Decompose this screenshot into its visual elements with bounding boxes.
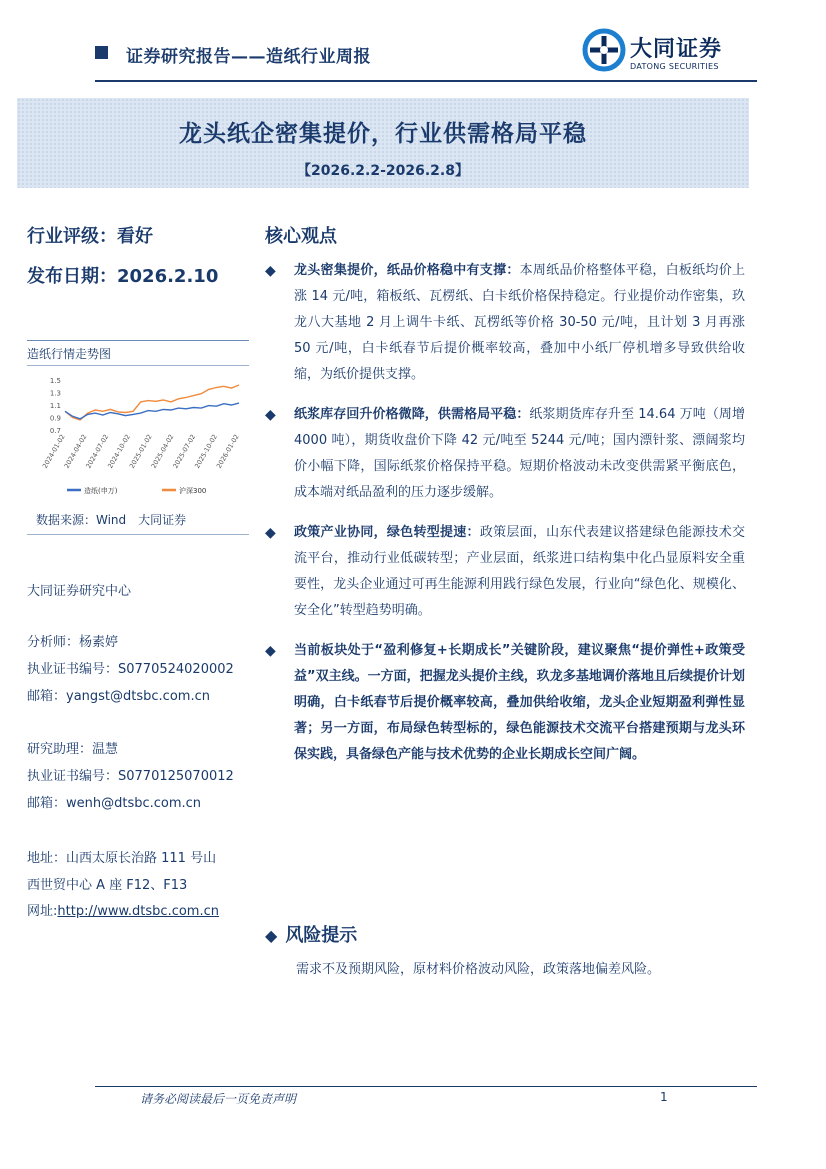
industry-rating: 行业评级：看好 [27, 226, 153, 247]
chart-bottom-divider [27, 534, 249, 535]
risk-heading [265, 921, 357, 947]
legend-label: 沪深300 [179, 487, 207, 495]
core-point-3 [265, 520, 745, 624]
logo-english-name: DATONG SECURITIES [630, 62, 719, 71]
core-views-list [265, 258, 745, 782]
assistant-cert: 执业证书编号：S0770125070012 [27, 769, 234, 784]
x-tick-label: 2024-10-02 [106, 433, 132, 470]
x-tick-label: 2025-07-02 [171, 433, 198, 470]
core-point-4 [265, 638, 745, 768]
x-tick-label: 2024-07-02 [84, 433, 111, 470]
series-line-造纸(申万) [65, 403, 239, 419]
chart-data-source: 数据来源：Wind 大同证券 [36, 513, 187, 527]
diamond-bullet-icon: ◆ [265, 263, 276, 279]
core-point-4-text: 当前板块处于“盈利修复+长期成长”关键阶段，建议聚焦“提价弹性+政策受益”双主线。一方面，把握龙头提价主线，玖龙多基地调价落地且后续提价计划明确，白卡纸春节后提价概率较高，叠加供给收缩，龙头企业短期盈利弹性显著；另一方面，布局绿色转型标的，绿色能源技术交流平台搭建预期与龙头环保实践，具备绿色产能与技术优势的企业长期成长空间广阔。 [294, 643, 745, 762]
title-banner [17, 98, 749, 188]
diamond-bullet-icon: ◆ [265, 643, 276, 659]
core-point-2-text: 纸浆期货库存升至 14.64 万吨（周增 4000 吨），期货收盘价下降 42 元/吨至 5244 元/吨；国内漂针浆、漂阔浆均价小幅下降，国际纸浆价格保持平稳。短期价格波动未改变供需紧平衡底色，成本端对纸品盈利的压力逐步缓解。 [294, 407, 745, 500]
legend-label: 造纸(申万) [84, 487, 118, 495]
y-tick-label: 1.5 [49, 377, 61, 385]
logo-chinese-name: 大同证券 [630, 37, 723, 62]
diamond-bullet-icon: ◆ [265, 525, 276, 541]
y-tick-label: 1.3 [49, 389, 61, 398]
core-point-3-lead: 政策产业协同，绿色转型提速： [294, 525, 480, 540]
analyst-name: 分析师：杨素婷 [27, 635, 119, 650]
x-tick-label: 2025-10-02 [193, 433, 219, 470]
market-trend-chart [27, 368, 249, 504]
report-series-title: 证券研究报告——造纸行业周报 [126, 47, 371, 67]
assistant-email: 邮箱：wenh@dtsbc.com.cn [27, 796, 202, 811]
address-line-1: 地址：山西太原长治路 111 号山 [27, 851, 217, 866]
publish-date: 发布日期：2026.2.10 [27, 266, 219, 287]
series-line-沪深300 [65, 385, 239, 420]
website-row [27, 900, 219, 919]
x-tick-label: 2025-01-02 [127, 433, 154, 470]
header-divider [95, 80, 757, 82]
diamond-bullet-icon: ◆ [265, 407, 276, 423]
y-tick-label: 0.7 [49, 427, 61, 435]
core-point-1 [265, 258, 745, 388]
x-tick-label: 2026-01-02 [214, 433, 241, 470]
footer-disclaimer: 请务必阅读最后一页免责声明 [140, 1092, 297, 1106]
risk-heading-label: 风险提示 [285, 925, 358, 946]
chart-title-divider [27, 365, 249, 366]
core-point-2 [265, 402, 745, 506]
research-center: 大同证券研究中心 [27, 584, 132, 599]
website-link[interactable]: http://www.dtsbc.com.cn [57, 904, 219, 919]
page-number: 1 [660, 1090, 668, 1104]
y-tick-label: 0.9 [49, 414, 61, 423]
x-tick-label: 2024-04-02 [62, 433, 89, 470]
datong-logo-icon [582, 28, 626, 72]
header-square-icon [95, 46, 108, 59]
core-point-3-text: 政策层面，山东代表建议搭建绿色能源技术交流平台，推动行业低碳转型；产业层面，纸浆进口结构集中化凸显原料安全重要性，龙头企业通过可再生能源利用践行绿色发展，行业向“绿色化、规模化、安全化”转型趋势明确。 [294, 525, 745, 618]
diamond-bullet-icon: ◆ [265, 926, 278, 945]
core-point-2-lead: 纸浆库存回升价格微降，供需格局平稳： [294, 407, 530, 422]
chart-title: 造纸行情走势图 [27, 347, 112, 361]
footer-divider [95, 1086, 757, 1087]
analyst-email: 邮箱：yangst@dtsbc.com.cn [27, 689, 210, 704]
company-logo [582, 28, 757, 78]
report-title: 龙头纸企密集提价，行业供需格局平稳 [179, 121, 587, 147]
y-tick-label: 1.1 [49, 402, 61, 410]
risk-text: 需求不及预期风险，原材料价格波动风险，政策落地偏差风险。 [296, 962, 661, 977]
analyst-cert: 执业证书编号：S0770524020002 [27, 662, 234, 677]
report-period: 【2026.2.2-2026.2.8】 [297, 163, 469, 179]
core-point-1-text: 本周纸品价格整体平稳，白板纸均价上涨 14 元/吨，箱板纸、瓦楞纸、白卡纸价格保持稳定。行业提价动作密集，玖龙八大基地 2 月上调牛卡纸、瓦楞纸等价格 30-50 元/吨，且计划 3 月再涨 50 元/吨，白卡纸春节后提价概率较高，叠加中小纸厂停机增多导致供给收缩，为纸价提供支撑。 [294, 263, 745, 382]
website-label: 网址: [27, 904, 58, 919]
assistant-name: 研究助理：温慧 [27, 742, 119, 757]
core-views-heading: 核心观点 [265, 226, 337, 247]
x-tick-label: 2024-01-02 [40, 433, 67, 470]
core-point-1-lead: 龙头密集提价，纸品价格稳中有支撑： [294, 263, 520, 278]
x-tick-label: 2025-04-02 [149, 433, 176, 470]
address-line-2: 西世贸中心 A 座 F12、F13 [27, 878, 188, 893]
